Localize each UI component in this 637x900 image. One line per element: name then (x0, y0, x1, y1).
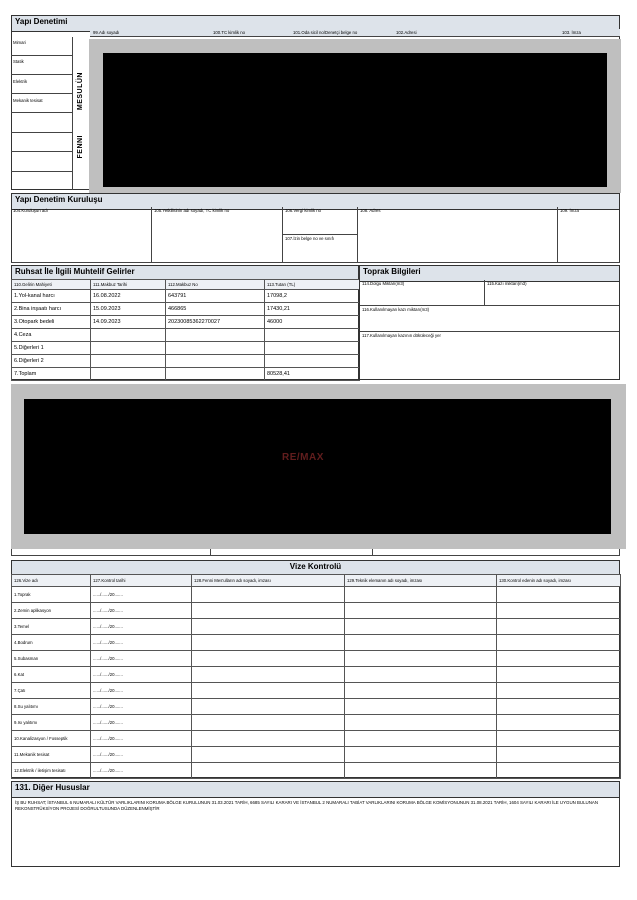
vize-cell (345, 635, 497, 651)
vize-cell (192, 731, 345, 747)
gelir-tutar (265, 329, 360, 342)
col-99-header: 99.Adı soyadı (93, 30, 120, 35)
vize-cell (497, 651, 621, 667)
vize-cell (345, 747, 497, 763)
gelir-tarih (91, 329, 166, 342)
role-statik: Statik (13, 59, 24, 64)
vize-cell (192, 587, 345, 603)
gelir-tarih: 16.08.2022 (91, 290, 166, 303)
vize-row-name: 1.Toprak (12, 587, 91, 603)
diger-hususlar-title: 131. Diğer Hususlar (12, 782, 619, 798)
vize-cell (345, 699, 497, 715)
gelir-tutar (265, 355, 360, 368)
vize-cell (192, 715, 345, 731)
vize-cell (345, 731, 497, 747)
gelir-mahiyet: 2.Bina inşaatı harcı (12, 303, 91, 316)
vize-table (11, 574, 621, 779)
toprak-bilgileri-section (359, 265, 620, 380)
col-115-label: 115.Kazı miktarı(m3) (487, 281, 527, 286)
vize-date: ....../....../20....... (91, 699, 192, 715)
vize-header-fenni: 128.Fenni Mes'ulların adı soyadı, imzası (192, 575, 345, 587)
gelirler-table (11, 279, 360, 381)
vize-header-tarih: 127.Kontrol tarihi (91, 575, 192, 587)
vize-date: ....../....../20....... (91, 667, 192, 683)
gelir-tarih: 14.09.2023 (91, 316, 166, 329)
vize-cell (497, 715, 621, 731)
vize-cell (345, 667, 497, 683)
diger-hususlar-text: İŞ BU RUHSAT; İSTANBUL 6 NUMARALI KÜLTÜR VARLIKLARINI KORUMA BÖLGE KURULUNUN 31.03.2021 TARİH, 6685 SAYILI KARARI VE İSTANBUL 2 NUMARALI TABİAT VARLIKLARINI KORUMA BÖLGE KOMİSYONUNUN 31.08.2021 TARİH, 1604 SAYILI KARARI İLE UYGUN BULUNAN REKONSTRÜKSİYON PROJESİ DOĞRULTUSUNDA DÜZENLENMİŞTİR (15, 800, 598, 811)
vize-row-name: 3.Temel (12, 619, 91, 635)
vize-date: ....../....../20....... (91, 763, 192, 779)
col-107 (283, 235, 358, 263)
yapi-denetimi-title: Yapı Denetimi (12, 16, 619, 32)
gelir-tarih: 15.09.2023 (91, 303, 166, 316)
role-column (11, 37, 73, 190)
vize-cell (345, 603, 497, 619)
fragment-divider (372, 549, 373, 555)
vize-date: ....../....../20....... (91, 635, 192, 651)
gelir-mahiyet: 6.Diğerleri 2 (12, 355, 91, 368)
vize-cell (497, 699, 621, 715)
col-109-label: 109. İmza (560, 208, 579, 213)
col-105-label: 105.Yetkilisinin adı soyadı, TC kimlik no (154, 208, 230, 213)
vize-cell (345, 651, 497, 667)
vize-date: ....../....../20....... (91, 683, 192, 699)
gelirler-header-tarih: 111.Makbuz Tarihi (91, 280, 166, 290)
kurulus-title: Yapı Denetim Kuruluşu (12, 194, 619, 210)
col-116 (360, 306, 619, 332)
gelirler-header-mahiyet: 110.Gelirin Mahiyeti (12, 280, 91, 290)
vize-cell (345, 683, 497, 699)
fragment-divider (210, 549, 211, 555)
vize-cell (192, 603, 345, 619)
col-116-label: 116.Kullanılmayan kazı miktarı(m3) (362, 307, 430, 312)
vize-date: ....../....../20....... (91, 603, 192, 619)
vize-cell (192, 651, 345, 667)
col-103-header: 103. İmza (562, 30, 581, 35)
role-divider (11, 74, 73, 75)
col-106 (283, 207, 358, 235)
col-109 (558, 207, 620, 263)
vize-row-name: 12.Elektrik / iletişim tesisatı (12, 763, 91, 779)
vize-row-name: 11.Mekanik tesisat (12, 747, 91, 763)
vize-cell (497, 731, 621, 747)
col-117 (360, 332, 619, 379)
vize-cell (497, 763, 621, 779)
vize-header-teknik: 129.Teknik elemanın adı soyadı, imzası (345, 575, 497, 587)
vize-cell (192, 699, 345, 715)
vize-cell (192, 635, 345, 651)
partial-table-fragment (11, 549, 620, 556)
vize-cell (345, 763, 497, 779)
ruhsat-gelirler-title: Ruhsat İle İlgili Muhtelif Gelirler (12, 266, 358, 282)
toprak-title: Toprak Bilgileri (360, 266, 619, 282)
col-108 (358, 207, 558, 263)
vize-cell (345, 715, 497, 731)
redaction-block-top (103, 53, 607, 187)
gelir-tutar: 46000 (265, 316, 360, 329)
gelirler-header-no: 112.Makbuz No (166, 280, 265, 290)
vize-date: ....../....../20....... (91, 587, 192, 603)
gelir-tarih (91, 368, 166, 381)
vize-date: ....../....../20....... (91, 731, 192, 747)
role-divider (11, 151, 73, 152)
gelir-no: 20230085362270027 (166, 316, 265, 329)
col-102-header: 102.Adresi (396, 30, 417, 35)
gelirler-header-tutar: 113.Tutarı (TL) (265, 280, 360, 290)
role-divider (11, 93, 73, 94)
role-divider (11, 171, 73, 172)
gelir-no: 643791 (166, 290, 265, 303)
vize-cell (192, 683, 345, 699)
gelir-no: 466865 (166, 303, 265, 316)
vize-cell (497, 747, 621, 763)
vize-row-name: 5.Subasman (12, 651, 91, 667)
col-106-label: 106.Vergi kimlik no (285, 208, 322, 213)
redaction-block-middle (24, 399, 611, 534)
vize-cell (497, 667, 621, 683)
diger-hususlar-section (11, 781, 620, 867)
vize-row-name: 10.Kanalizasyon / Fosseptik (12, 731, 91, 747)
role-mimari: Mimari (13, 40, 26, 45)
gelir-tutar: 17430,21 (265, 303, 360, 316)
gelir-mahiyet: 7.Toplam (12, 368, 91, 381)
gelir-tarih (91, 342, 166, 355)
col-104-label: 104.Kuruluşun adı (13, 208, 48, 213)
vize-cell (192, 619, 345, 635)
vize-header-adi: 126.Vize adı (12, 575, 91, 587)
gelir-mahiyet: 1.Yol-kanal harcı (12, 290, 91, 303)
role-mekanik: Mekanik tesisat (13, 98, 43, 103)
gelir-tutar (265, 342, 360, 355)
vize-cell (192, 763, 345, 779)
role-divider (11, 132, 73, 133)
col-114 (360, 280, 485, 306)
vize-title: Vize Kontrolü (12, 561, 619, 577)
gelir-tarih (91, 355, 166, 368)
vize-row-name: 2.Zemin aplikasyon (12, 603, 91, 619)
col-115 (485, 280, 619, 306)
vize-date: ....../....../20....... (91, 619, 192, 635)
col-101-header: 101.Oda sicil no/Denetçi belge no (293, 30, 358, 35)
vize-cell (497, 683, 621, 699)
vize-row-name: 8.Su yalıtımı (12, 699, 91, 715)
gelir-mahiyet: 4.Ceza (12, 329, 91, 342)
col-117-label: 117.Kullanılmayan kazının döküleceği yer (362, 333, 441, 338)
kurulus-row (11, 207, 620, 263)
role-elektrik: Elektrik (13, 79, 28, 84)
gelir-no (166, 342, 265, 355)
col-107-label: 107.İzin belge no ve sınıfı (285, 236, 334, 241)
yapi-denetimi-column-headers (90, 29, 620, 37)
vize-date: ....../....../20....... (91, 651, 192, 667)
gelir-toplam: 80528,41 (265, 368, 360, 381)
gelir-no (166, 355, 265, 368)
vize-header-kontrol: 130.Kontrol edenin adı soyadı, imzası (497, 575, 621, 587)
vize-cell (192, 747, 345, 763)
col-114-label: 114.Dolgu Miktarı(m3) (362, 281, 405, 286)
vize-cell (345, 619, 497, 635)
vize-date: ....../....../20....... (91, 715, 192, 731)
vize-row-name: 9.Isı yalıtımı (12, 715, 91, 731)
vize-cell (497, 619, 621, 635)
col-108-label: 108. Adres (360, 208, 381, 213)
vize-date: ....../....../20....... (91, 747, 192, 763)
role-divider (11, 112, 73, 113)
gelir-mahiyet: 3.Otopark bedeli (12, 316, 91, 329)
vize-row-name: 7.Çatı (12, 683, 91, 699)
gelir-no (166, 368, 265, 381)
vize-cell (497, 635, 621, 651)
gelir-tutar: 17098,2 (265, 290, 360, 303)
vertical-label-mesulun: MESULÜN (77, 72, 84, 111)
vize-cell (192, 667, 345, 683)
col-104 (11, 207, 152, 263)
role-divider (11, 55, 73, 56)
vize-cell (345, 587, 497, 603)
gelir-mahiyet: 5.Diğerleri 1 (12, 342, 91, 355)
remax-watermark: RE/MAX (282, 452, 324, 463)
col-100-header: 100.TC kimlik no (213, 30, 245, 35)
gelir-no (166, 329, 265, 342)
vize-row-name: 6.Kat (12, 667, 91, 683)
vize-row-name: 4.Bodrum (12, 635, 91, 651)
vize-cell (497, 587, 621, 603)
vize-cell (497, 603, 621, 619)
vertical-label-fenni: FENNI (77, 135, 84, 159)
col-105 (152, 207, 283, 263)
